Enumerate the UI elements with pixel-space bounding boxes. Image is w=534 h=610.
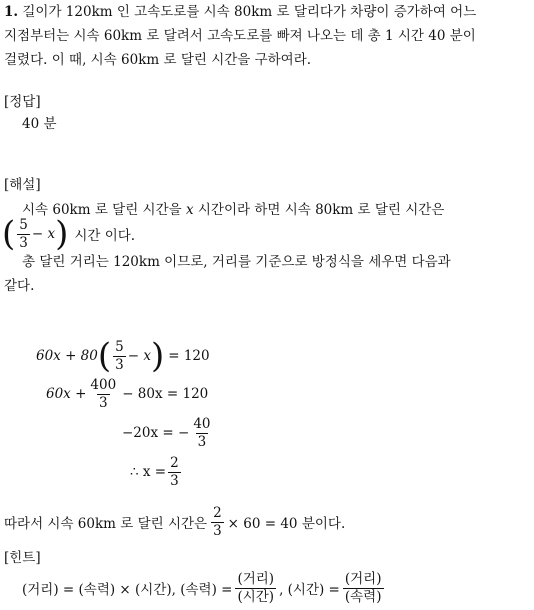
explanation-line-2 xyxy=(2,213,135,255)
conclusion-text: × 60 = 40 분이다. xyxy=(227,516,346,532)
fraction-denominator: 3 xyxy=(170,472,179,489)
answer-value: 40 분 xyxy=(22,116,57,132)
equation-text: = 120 xyxy=(168,348,210,364)
fraction-denominator: (시간) xyxy=(237,588,275,605)
fraction-numerator: (거리) xyxy=(237,570,275,587)
equation-text: − 80x = 120 xyxy=(122,386,209,402)
equation-text: ∴ x = xyxy=(130,464,167,480)
fraction-denominator: 3 xyxy=(19,234,28,251)
equation-text: 60x + 80 xyxy=(36,348,98,364)
fraction-2-3 xyxy=(211,506,224,539)
fraction-5-3 xyxy=(113,340,126,373)
fraction-denominator: 3 xyxy=(213,522,222,539)
fraction-40-3 xyxy=(191,417,212,450)
hint-formula-line xyxy=(22,568,387,608)
fraction-distance-speed xyxy=(343,572,384,605)
paren-right: ) xyxy=(55,214,69,254)
hint-text: (거리) = (속력) × (시간), (속력) = xyxy=(22,582,233,598)
equation-3 xyxy=(122,413,215,453)
equation-text: 60x + xyxy=(46,386,87,402)
fraction-numerator: 400 xyxy=(90,376,117,393)
explanation-line-4: 같다. xyxy=(4,278,35,294)
explanation-text: 시속 60km 로 달린 시간을 xyxy=(22,202,182,218)
paren-right: ) xyxy=(150,336,165,376)
fraction-denominator: 3 xyxy=(197,433,207,450)
hint-text: , (시간) = xyxy=(279,582,340,598)
explanation-text: 시간 이다. xyxy=(74,228,136,244)
fraction-numerator: 2 xyxy=(170,454,179,471)
paren-left: ( xyxy=(2,214,16,254)
fraction-numerator: 40 xyxy=(193,415,211,432)
problem-line-2: 지점부터는 시속 60km 로 달려서 고속도로를 빠져 나오는 데 총 1 시간 40 분이 xyxy=(4,28,476,44)
conclusion-text: 따라서 시속 60km 로 달린 시간은 xyxy=(4,516,208,532)
answer-label: [정답] xyxy=(4,94,41,110)
equation-2 xyxy=(46,374,208,414)
equation-text: −20x = − xyxy=(122,425,190,441)
fraction-400-3 xyxy=(88,378,118,411)
equation-4 xyxy=(130,452,183,492)
equation-1 xyxy=(36,335,210,377)
minus-x: − x xyxy=(31,226,56,242)
problem-line-1 xyxy=(4,2,476,22)
fraction-numerator: 2 xyxy=(213,504,222,521)
fraction-numerator: (거리) xyxy=(344,570,382,587)
explanation-text: 시간이라 하면 시속 80km 로 달린 시간은 xyxy=(197,202,445,218)
fraction-5-3 xyxy=(17,218,30,251)
fraction-denominator: 3 xyxy=(115,356,124,373)
fraction-numerator: 5 xyxy=(115,338,124,355)
fraction-2-3 xyxy=(168,456,181,489)
conclusion-line xyxy=(4,502,345,542)
minus-x: − x xyxy=(127,348,151,364)
fraction-denominator: (속력) xyxy=(344,588,382,605)
paren-left: ( xyxy=(97,336,112,376)
fraction-numerator: 5 xyxy=(19,216,28,233)
problem-line-3: 걸렸다. 이 때, 시속 60km 로 달린 시간을 구하여라. xyxy=(4,52,312,68)
problem-text-1: 길이가 120km 인 고속도로를 시속 80km 로 달리다가 차량이 증가하여 어느 xyxy=(22,4,477,20)
fraction-denominator: 3 xyxy=(99,394,108,411)
explanation-label: [해설] xyxy=(4,177,41,193)
fraction-distance-time xyxy=(235,572,276,605)
explanation-line-3: 총 달린 거리는 120km 이므로, 거리를 기준으로 방정식을 세우면 다음과 xyxy=(22,254,451,270)
variable-x: x xyxy=(185,202,194,218)
hint-label: [힌트] xyxy=(4,550,41,566)
problem-number: 1. xyxy=(4,4,19,20)
